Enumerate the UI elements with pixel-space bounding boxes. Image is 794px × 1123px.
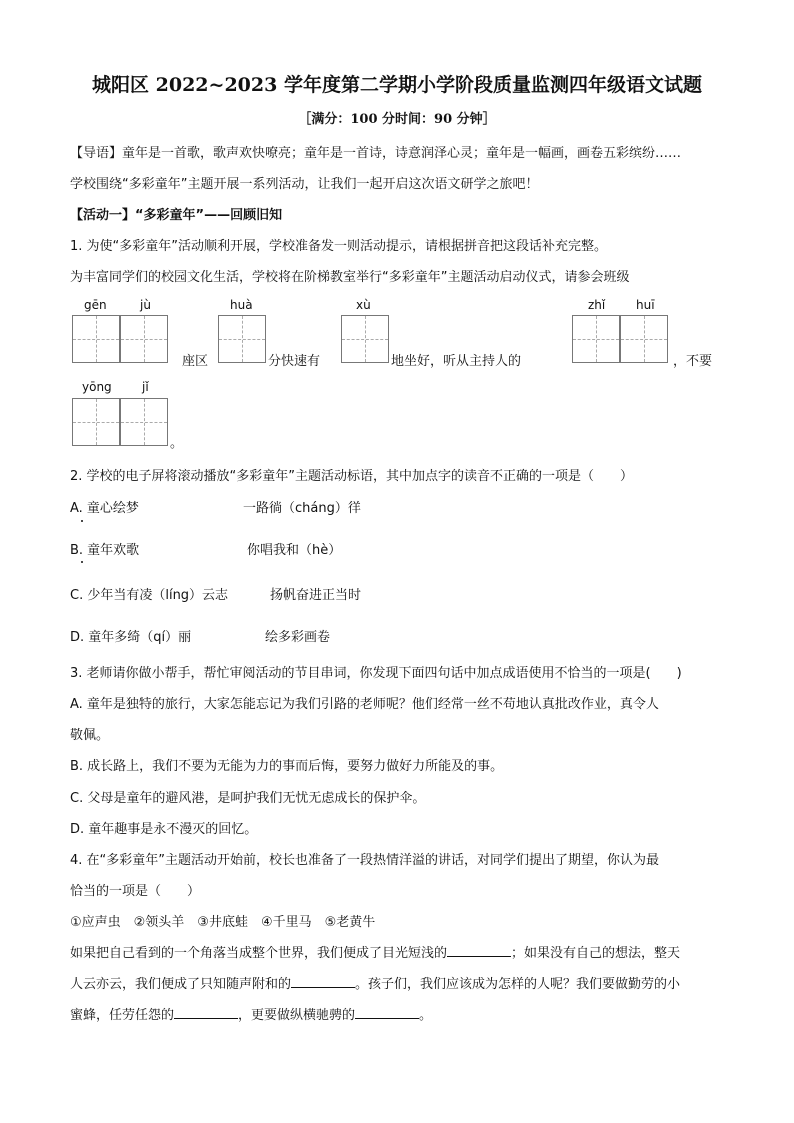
intro-line-1: 【导语】童年是一首歌，歌声欢快嘹亮；童年是一首诗，诗意润泽心灵；童年是一幅画，画卷五彩缤纷…… [70,146,682,161]
section-heading-activity-1: 【活动一】“多彩童年”——回顾旧知 [70,208,283,223]
pinyin-xu: xù [356,298,371,312]
q2-stem: 2. 学校的电子屏将滚动播放“多彩童年”主题活动标语，其中加点字的读音不正确的一项是（ ） [70,469,634,484]
answer-blank[interactable] [447,944,511,957]
q4-p1b: ；如果没有自己的想法，整天 [511,946,681,961]
q1-segment-3: 地坐好，听从主持人的 [391,354,522,369]
q2-option-d[interactable]: D. 童年多绮（qí）丽 [70,630,192,645]
pinyin-gen: gēn [84,298,107,312]
q3-option-a[interactable]: A. 童年是独特的旅行，大家怎能忘记为我们引路的老师呢？他们经常一丝不苟地认真批改作业，真令人 [70,697,659,712]
answer-blank[interactable] [291,975,355,988]
q1-segment-1: 座区 [182,354,209,369]
q3-option-d[interactable]: D. 童年趣事是永不漫灭的回忆。 [70,822,258,837]
pinyin-ji: jǐ [142,380,149,394]
q4-p3a: 蜜蜂，任劳任怨的 [70,1008,175,1023]
q3-option-c[interactable]: C. 父母是童年的避风港，是呵护我们无忧无虑成长的保护伞。 [70,791,426,806]
q1-segment-4: ，不要 [673,354,713,369]
writing-grid-cell[interactable] [120,398,168,446]
q4-paragraph-line-3 [70,1004,432,1023]
q1-segment-2: 分快速有 [268,354,321,369]
q3-option-b[interactable]: B. 成长路上，我们不要为无能为力的事而后悔，要努力做好力所能及的事。 [70,759,504,774]
q4-p2b: 。孩子们，我们应该成为怎样的人呢？我们要做勤劳的小 [355,977,681,992]
answer-blank[interactable] [355,1006,419,1019]
q4-stem-1: 4. 在“多彩童年”主题活动开始前，校长也准备了一段热情洋溢的讲话，对同学们提出了期望，你认为最 [70,853,660,868]
writing-grid-cell[interactable] [341,315,389,363]
writing-grid-cell[interactable] [620,315,668,363]
q4-p1a: 如果把自己看到的一个角落当成整个世界，我们便成了目光短浅的 [70,946,448,961]
q4-stem-2: 恰当的一项是（ ） [70,884,201,899]
pinyin-ju: jù [140,298,151,312]
q2-option-c[interactable]: C. 少年当有凌（líng）云志 [70,588,229,603]
q4-p2a: 人云亦云，我们便成了只知随声附和的 [70,977,292,992]
intro-line-2: 学校围绕“多彩童年”主题开展一系列活动，让我们一起开启这次语文研学之旅吧！ [70,177,539,192]
q1-sentence: 为丰富同学们的校园文化生活，学校将在阶梯教室举行“多彩童年”主题活动启动仪式，请参会班级 [70,270,630,285]
pinyin-zhi: zhǐ [588,298,606,312]
q4-paragraph-line-1 [70,942,680,961]
q4-p3c: 。 [419,1008,433,1023]
q2-option-a-phrase: 一路徜（cháng）徉 [243,501,361,516]
q3-option-a-cont: 敬佩。 [70,728,110,743]
page-title: 城阳区 2022~2023 学年度第二学期小学阶段质量监测四年级语文试题 [92,74,702,96]
q2-option-b-phrase: 你唱我和（hè） [247,543,342,558]
pinyin-hui: huī [636,298,655,312]
pinyin-hua: huà [230,298,253,312]
emphasis-dot [81,520,83,522]
writing-grid-cell[interactable] [120,315,168,363]
writing-grid-cell[interactable] [72,315,120,363]
q1-end: 。 [170,436,184,451]
writing-grid-cell[interactable] [218,315,266,363]
emphasis-dot [81,561,83,563]
q4-paragraph-line-2 [70,973,680,992]
q1-stem: 1. 为使“多彩童年”活动顺利开展，学校准备发一则活动提示，请根据拼音把这段话补充完整。 [70,239,608,254]
q2-option-c-phrase: 扬帆奋进正当时 [270,588,362,603]
q2-option-d-phrase: 绘多彩画卷 [265,630,331,645]
q4-p3b: ，更要做纵横驰骋的 [238,1008,356,1023]
q2-option-a[interactable]: A. 童心绘梦 [70,501,139,516]
answer-blank[interactable] [174,1006,238,1019]
q3-stem: 3. 老师请你做小帮手，帮忙审阅活动的节目串词，你发现下面四句话中加点成语使用不恰当的一项是( ) [70,666,682,681]
q4-choices: ①应声虫 ②领头羊 ③井底蛙 ④千里马 ⑤老黄牛 [70,915,376,930]
writing-grid-cell[interactable] [72,398,120,446]
q2-option-b[interactable]: B. 童年欢歌 [70,543,140,558]
pinyin-yong: yōng [82,380,112,394]
score-time-info: ［满分：100 分时间：90 分钟］ [298,112,496,127]
writing-grid-cell[interactable] [572,315,620,363]
